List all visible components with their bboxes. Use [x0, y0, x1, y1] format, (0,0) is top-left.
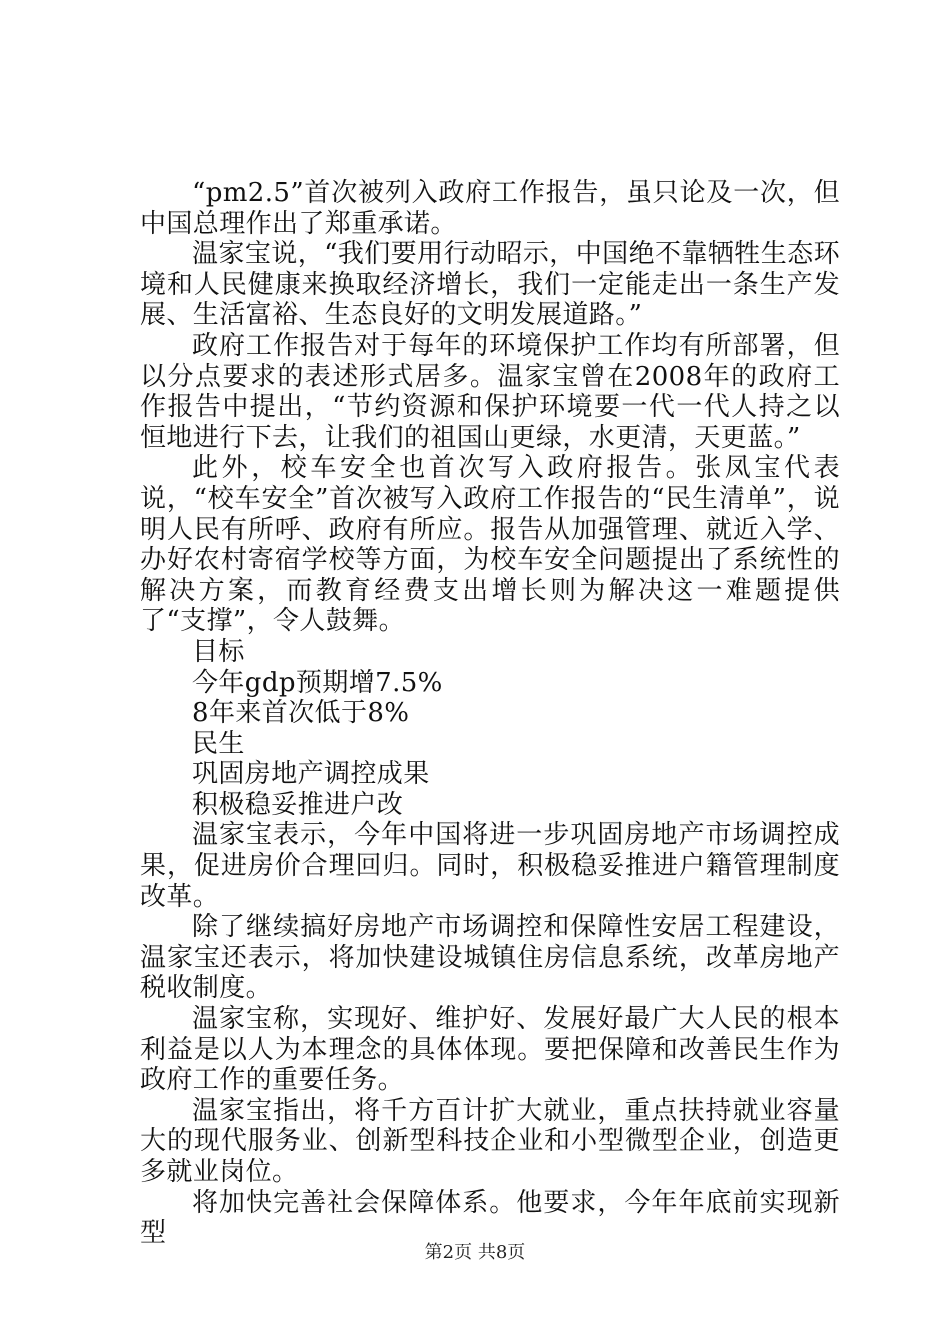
document-body: [140, 178, 840, 1249]
paragraph-environment: 政府工作报告对于每年的环境保护工作均有所部署，但以分点要求的表述形式居多。温家宝曾在2008年的政府工作报告中提出，“节约资源和保护环境要一代一代人持之以恒地进行下去，让我们的祖国山更绿，水更清，天更蓝。”: [140, 330, 840, 453]
heading-gdp-low: 8年来首次低于8%: [192, 698, 410, 729]
paragraph-pm25: “pm2.5”首次被列入政府工作报告，虽只论及一次，但中国总理作出了郑重承诺。: [140, 178, 840, 239]
heading-gdp: 今年gdp预期增7.5%: [192, 667, 443, 698]
paragraph-housing-control: 温家宝表示，今年中国将进一步巩固房地产市场调控成果，促进房价合理回归。同时，积极稳妥推进户籍管理制度改革。: [140, 820, 840, 912]
heading-hukou: 积极稳妥推进户改: [192, 789, 404, 820]
paragraph-people-first: 温家宝称，实现好、维护好、发展好最广大人民的根本利益是以人为本理念的具体体现。要把保障和改善民生作为政府工作的重要任务。: [140, 1004, 840, 1096]
heading-goal: 目标: [192, 636, 245, 667]
paragraph-employment: 温家宝指出，将千方百计扩大就业，重点扶持就业容量大的现代服务业、创新型科技企业和小型微型企业，创造更多就业岗位。: [140, 1095, 840, 1187]
page-number-footer: 第2页 共8页: [424, 1242, 526, 1263]
paragraph-quote-wen: 温家宝说，“我们要用行动昭示，中国绝不靠牺牲生态环境和人民健康来换取经济增长，我们一定能走出一条生产发展、生活富裕、生态良好的文明发展道路。”: [140, 239, 840, 331]
heading-livelihood: 民生: [192, 728, 245, 759]
paragraph-housing-info: 除了继续搞好房地产市场调控和保障性安居工程建设，温家宝还表示，将加快建设城镇住房信息系统，改革房地产税收制度。: [140, 912, 840, 1004]
paragraph-social-security: 将加快完善社会保障体系。他要求，今年年底前实现新型: [140, 1187, 840, 1249]
heading-housing: 巩固房地产调控成果: [192, 759, 430, 790]
paragraph-school-bus: 此外，校车安全也首次写入政府报告。张凤宝代表说，“校车安全”首次被写入政府工作报告的“民生清单”，说明人民有所呼、政府有所应。报告从加强管理、就近入学、办好农村寄宿学校等方面，为校车安全问题提出了系统性的解决方案，而教育经费支出增长则为解决这一难题提供了“支撑”，令人鼓舞。: [140, 453, 840, 637]
